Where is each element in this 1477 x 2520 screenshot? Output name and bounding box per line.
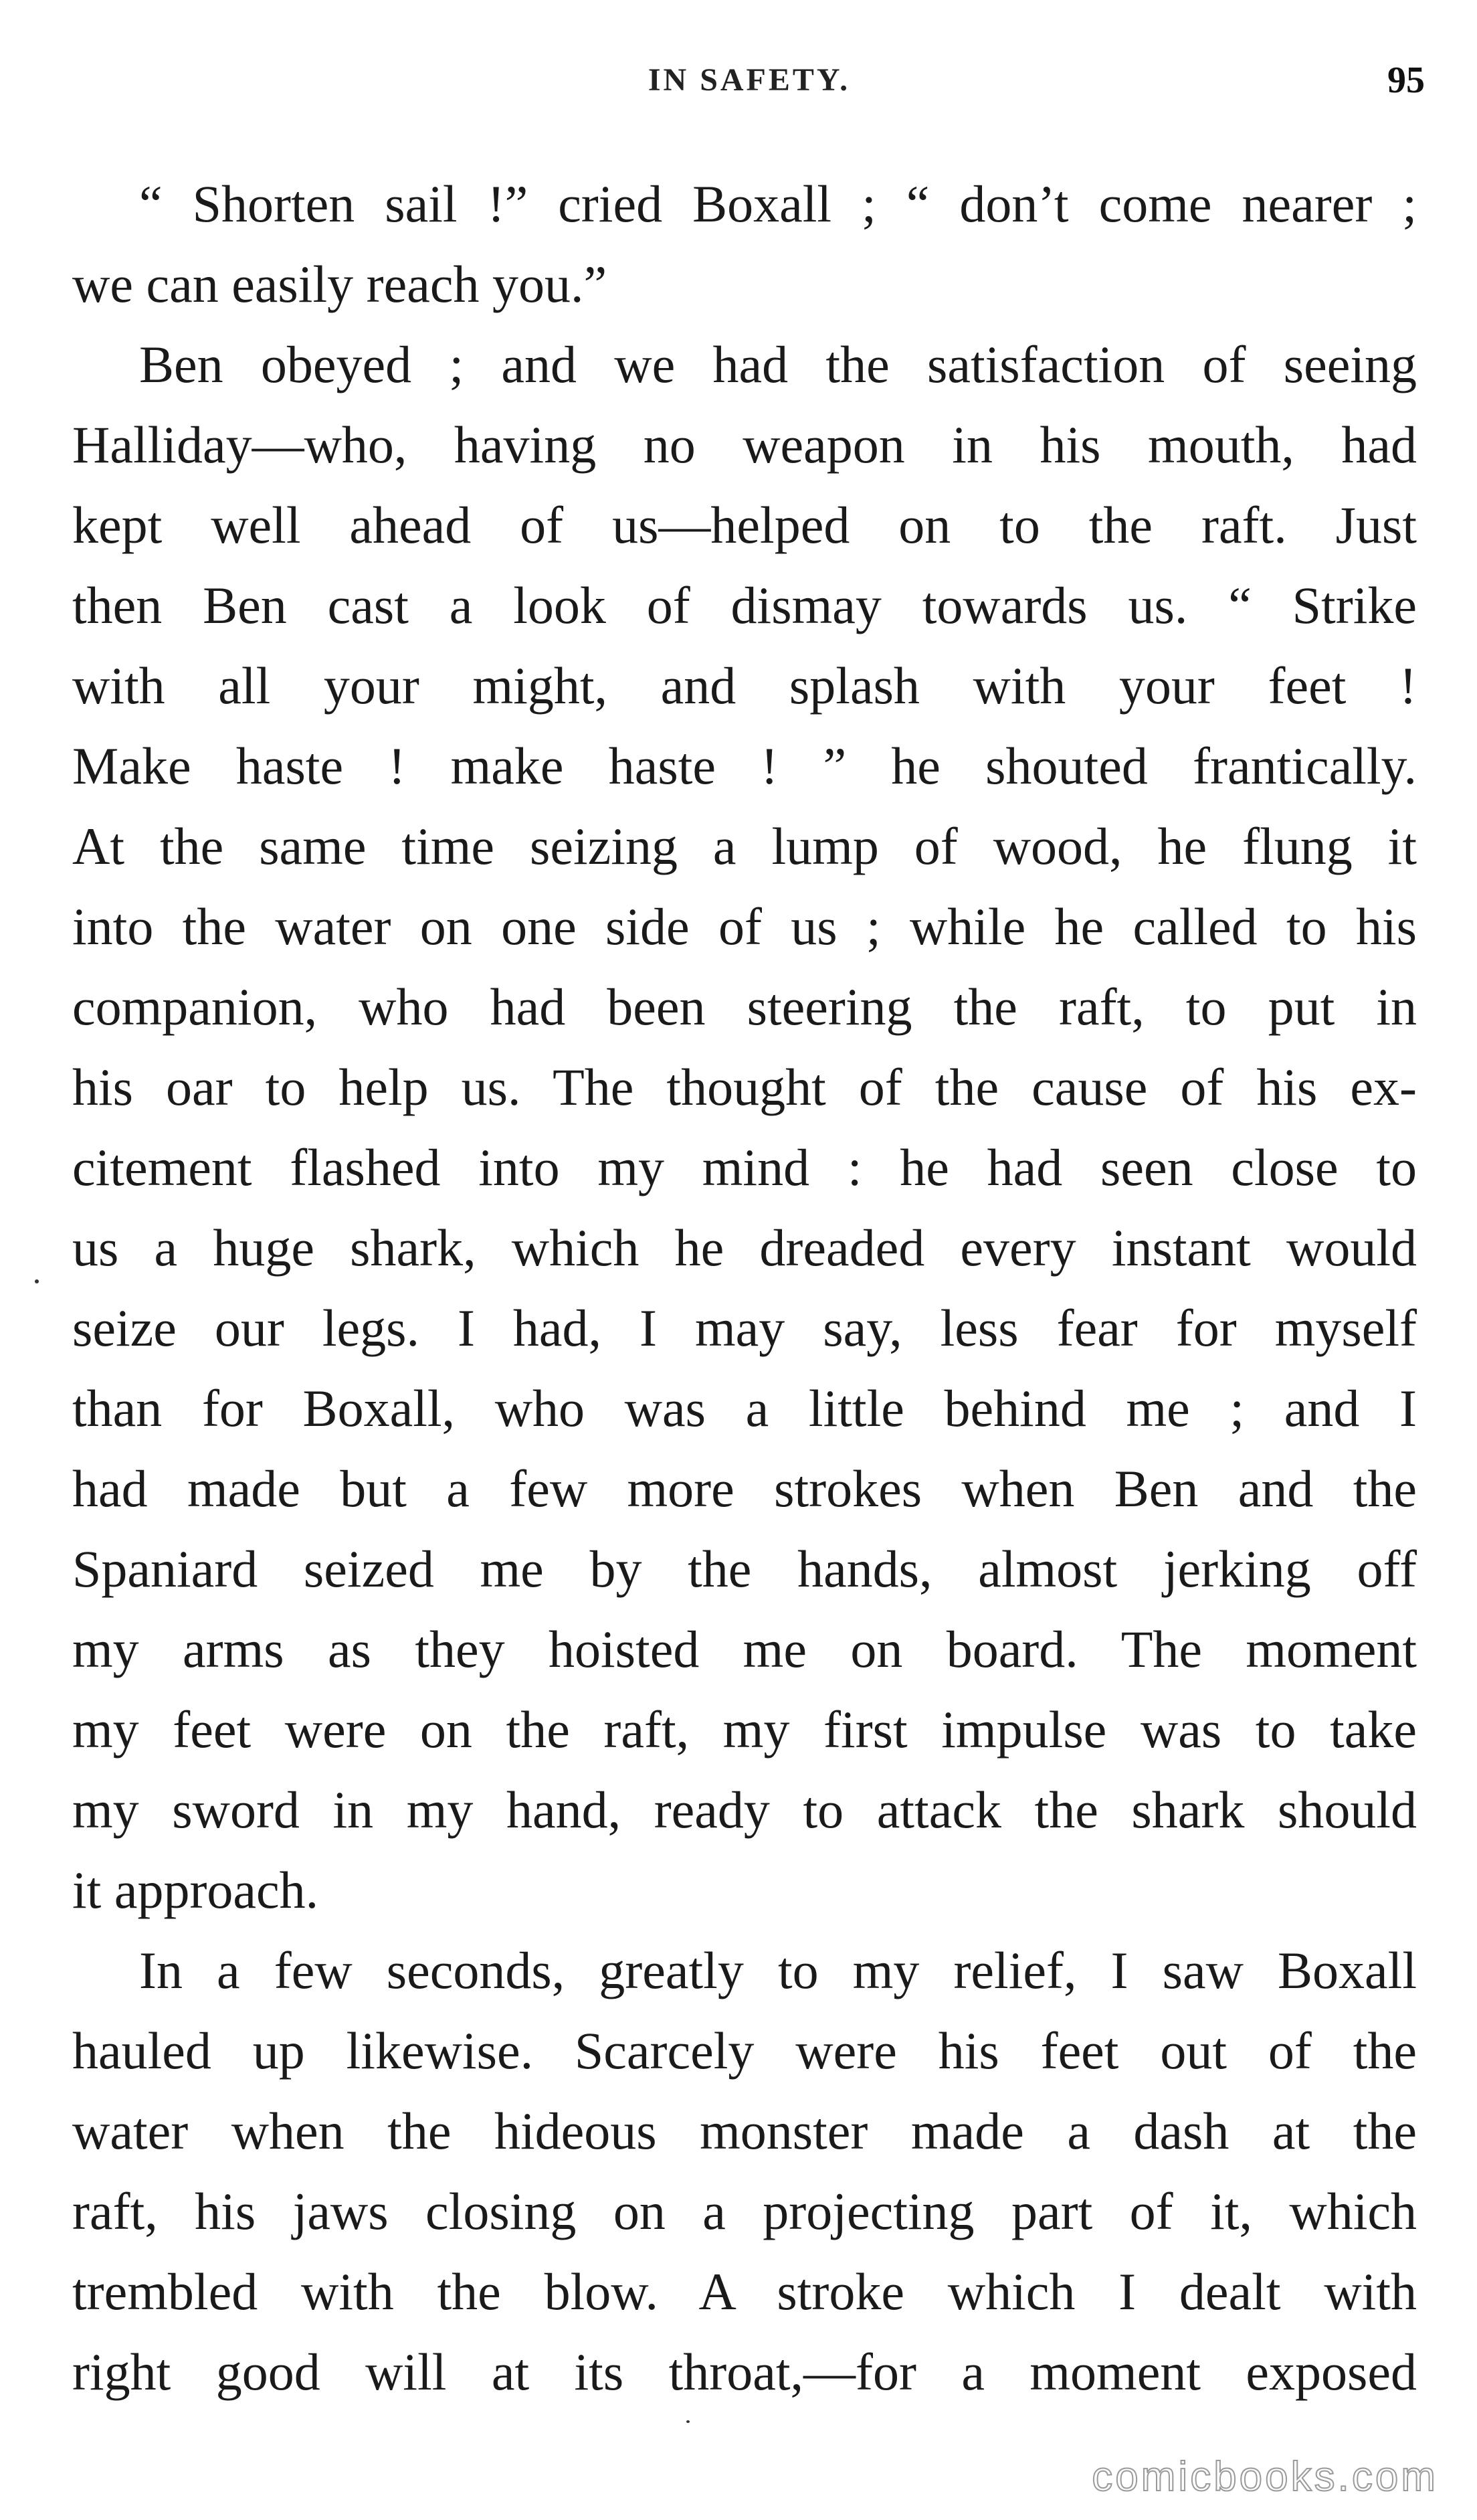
text-line: “ Shorten sail !” cried Boxall ; “ don’t come nearer ; — [139, 175, 1417, 233]
text-line: than for Boxall, who was a little behind me ; and I — [72, 1379, 1417, 1437]
text-line: it approach. — [72, 1861, 319, 1919]
text-line: hauled up likewise. Scarcely were his feet out of the — [72, 2021, 1417, 2080]
text-line: Ben obeyed ; and we had the satisfaction of seeing — [139, 335, 1417, 393]
text-line: citement flashed into my mind : he had seen close to — [72, 1138, 1417, 1196]
print-speck — [686, 2420, 690, 2423]
text-line: raft, his jaws closing on a projecting part of it, which — [72, 2182, 1417, 2240]
page-number: 95 — [1387, 60, 1425, 101]
text-line: companion, who had been steering the raft, to put in — [72, 978, 1417, 1036]
text-line: into the water on one side of us ; while he called to his — [72, 897, 1417, 956]
text-line: water when the hideous monster made a dash at the — [72, 2102, 1417, 2160]
text-line: his oar to help us. The thought of the cause of his ex- — [72, 1058, 1417, 1116]
text-line: seize our legs. I had, I may say, less fear for myself — [72, 1299, 1417, 1357]
print-speck — [35, 1279, 39, 1283]
watermark-text: comicbooks.com — [1092, 2454, 1438, 2500]
text-line: had made but a few more strokes when Ben and the — [72, 1459, 1417, 1518]
text-line: my arms as they hoisted me on board. The moment — [72, 1620, 1417, 1678]
text-line: kept well ahead of us—helped on to the raft. Just — [72, 496, 1417, 554]
running-title: IN SAFETY. — [648, 62, 851, 98]
text-line: my sword in my hand, ready to attack the shark should — [72, 1781, 1417, 1839]
text-line: with all your might, and splash with your feet ! — [72, 656, 1417, 715]
text-line: my feet were on the raft, my first impulse was to take — [72, 1700, 1417, 1759]
text-line: us a huge shark, which he dreaded every instant would — [72, 1219, 1417, 1277]
page-header — [74, 62, 1425, 115]
text-line: Halliday—who, having no weapon in his mouth, had — [72, 416, 1417, 474]
text-line: Spaniard seized me by the hands, almost jerking off — [72, 1540, 1417, 1598]
text-line: then Ben cast a look of dismay towards us. “ Strike — [72, 576, 1417, 634]
text-line: we can easily reach you.” — [72, 255, 607, 313]
text-line: In a few seconds, greatly to my relief, I saw Boxall — [139, 1941, 1417, 1999]
text-line: trembled with the blow. A stroke which I dealt with — [72, 2262, 1417, 2321]
text-line: At the same time seizing a lump of wood, he flung it — [72, 817, 1417, 875]
body-text — [72, 164, 1417, 2412]
text-line: Make haste ! make haste ! ” he shouted frantically. — [72, 737, 1417, 795]
text-line: right good will at its throat,—for a moment exposed — [72, 2343, 1417, 2401]
